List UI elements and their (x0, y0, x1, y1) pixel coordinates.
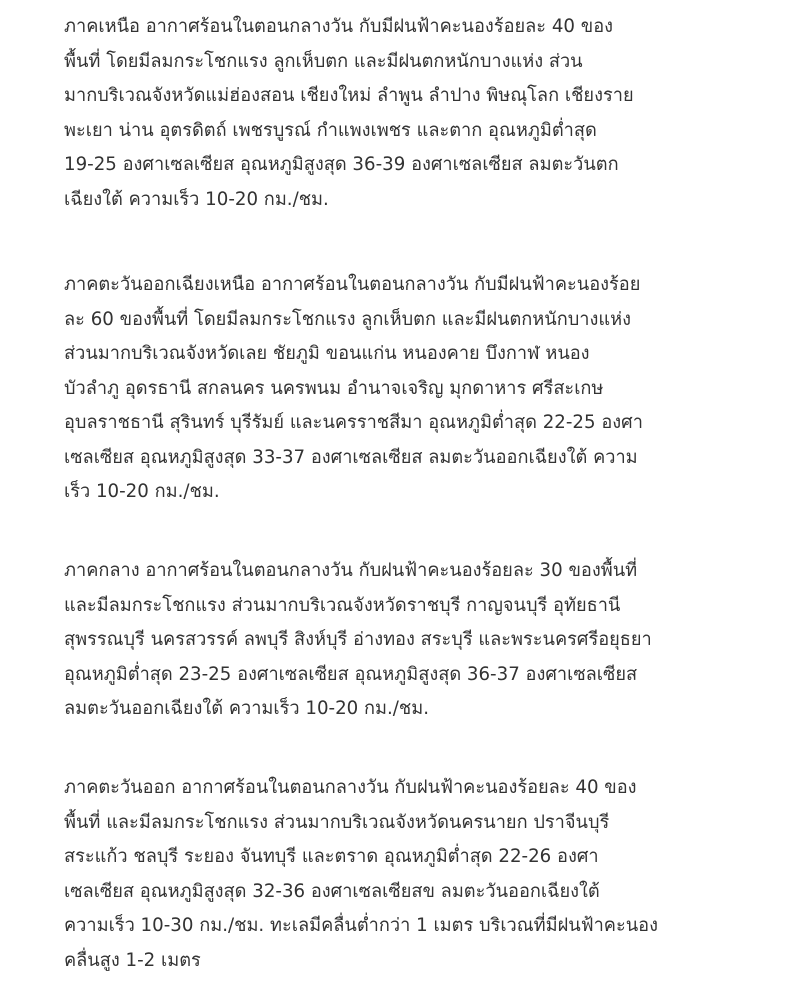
text-line: เซลเซียส อุณหภูมิสูงสุด 33-37 องศาเซลเซียส ลมตะวันออกเฉียงใต้ ความ (64, 446, 638, 468)
text-line: เฉียงใต้ ความเร็ว 10-20 กม./ชม. (64, 188, 329, 210)
forecast-paragraph-north (64, 10, 634, 217)
text-line: สุพรรณบุรี นครสวรรค์ ลพบุรี สิงห์บุรี อ่างทอง สระบุรี และพระนครศรีอยุธยา (64, 629, 652, 650)
text-line: ส่วนมากบริเวณจังหวัดเลย ชัยภูมิ ขอนแก่น หนองคาย บึงกาฬ หนอง (64, 343, 590, 364)
text-line: 19-25 องศาเซลเซียส อุณหภูมิสูงสุด 36-39 องศาเซลเซียส ลมตะวันตก (64, 154, 619, 175)
text-line: อุณหภูมิต่ำสุด 23-25 องศาเซลเซียส อุณหภูมิสูงสุด 36-37 องศาเซลเซียส (64, 663, 638, 685)
text-line: และมีลมกระโชกแรง ส่วนมากบริเวณจังหวัดราชบุรี กาญจนบุรี อุทัยธานี (64, 594, 621, 616)
text-line: ภาคตะวันออก อากาศร้อนในตอนกลางวัน กับฝนฟ้าคะนองร้อยละ 40 ของ (64, 777, 637, 798)
text-line: พื้นที่ และมีลมกระโชกแรง ส่วนมากบริเวณจังหวัดนครนายก ปราจีนบุรี (64, 811, 610, 833)
forecast-paragraph-northeast (64, 268, 643, 510)
text-line: อุบลราชธานี สุรินทร์ บุรีรัมย์ และนครราชสีมา อุณหภูมิต่ำสุด 22-25 องศา (64, 412, 643, 433)
forecast-paragraph-central (64, 554, 652, 727)
text-line: บัวลำภู อุดรธานี สกลนคร นครพนม อำนาจเจริญ มุกดาหาร ศรีสะเกษ (64, 377, 604, 399)
text-line: ความเร็ว 10-30 กม./ชม. ทะเลมีคลื่นต่ำกว่า 1 เมตร บริเวณที่มีฝนฟ้าคะนอง (64, 915, 658, 936)
text-line: ละ 60 ของพื้นที่ โดยมีลมกระโชกแรง ลูกเห็บตก และมีฝนตกหนักบางแห่ง (64, 308, 631, 330)
text-line: เร็ว 10-20 กม./ชม. (64, 481, 220, 502)
text-line: พะเยา น่าน อุตรดิตถ์ เพชรบูรณ์ กำแพงเพชร และตาก อุณหภูมิต่ำสุด (64, 119, 597, 141)
text-line: คลื่นสูง 1-2 เมตร (64, 949, 201, 971)
text-line: มากบริเวณจังหวัดแม่ฮ่องสอน เชียงใหม่ ลำพูน ลำปาง พิษณุโลก เชียงราย (64, 85, 634, 106)
forecast-paragraph-east (64, 771, 658, 978)
text-line: ลมตะวันออกเฉียงใต้ ความเร็ว 10-20 กม./ชม. (64, 698, 430, 719)
text-line: พื้นที่ โดยมีลมกระโชกแรง ลูกเห็บตก และมีฝนตกหนักบางแห่ง ส่วน (64, 50, 583, 72)
text-line: เซลเซียส อุณหภูมิสูงสุด 32-36 องศาเซลเซียสข ลมตะวันออกเฉียงใต้ (64, 880, 600, 902)
text-line: ภาคกลาง อากาศร้อนในตอนกลางวัน กับฝนฟ้าคะนองร้อยละ 30 ของพื้นที่ (64, 560, 638, 581)
text-line: สระแก้ว ชลบุรี ระยอง จันทบุรี และตราด อุณหภูมิต่ำสุด 22-26 องศา (64, 846, 599, 867)
text-line: ภาคตะวันออกเฉียงเหนือ อากาศร้อนในตอนกลางวัน กับมีฝนฟ้าคะนองร้อย (64, 274, 641, 295)
text-line: ภาคเหนือ อากาศร้อนในตอนกลางวัน กับมีฝนฟ้าคะนองร้อยละ 40 ของ (64, 16, 613, 37)
